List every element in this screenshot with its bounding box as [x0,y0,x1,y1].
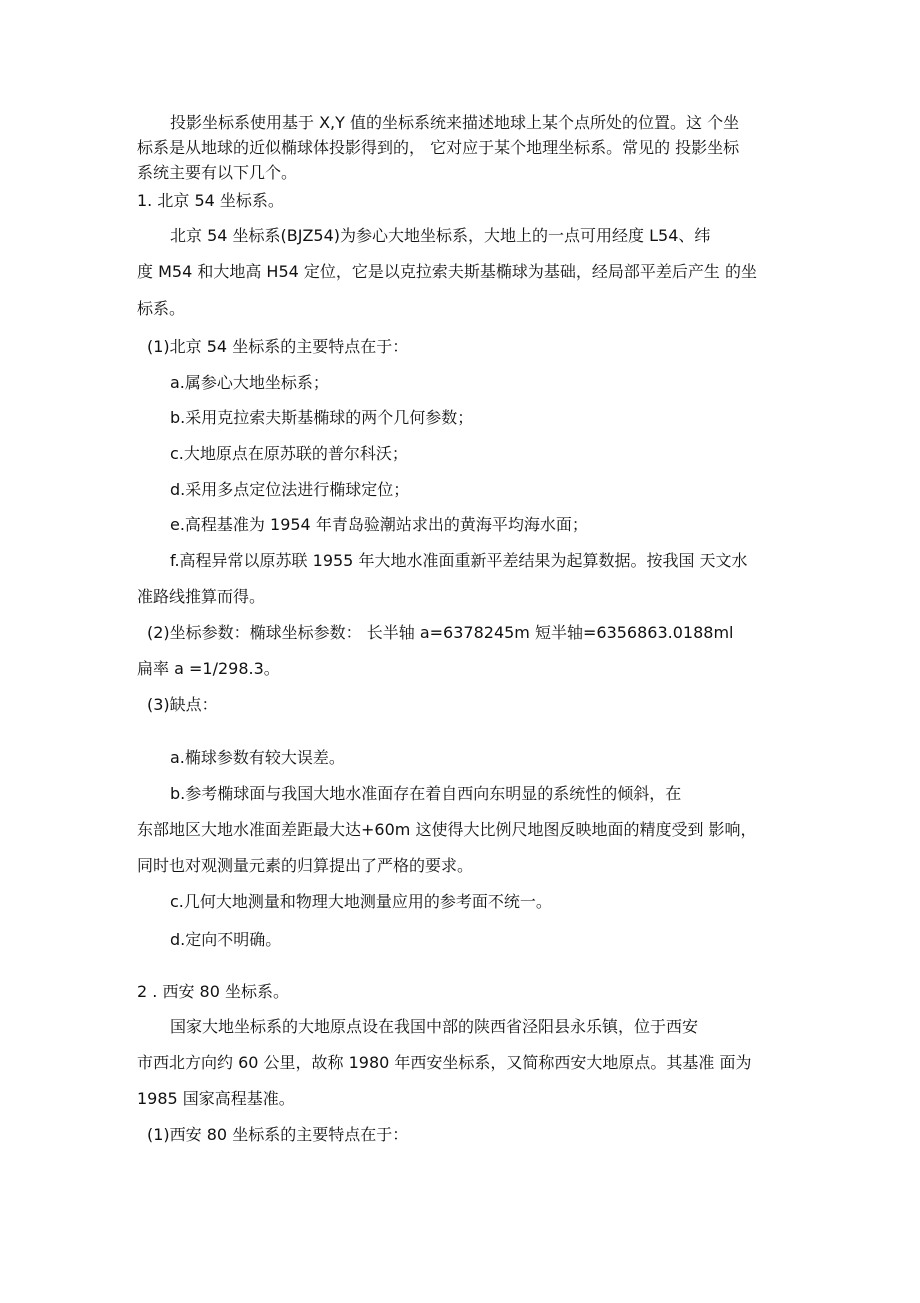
section-2-heading: 2 . 西安 80 坐标系。 [137,982,289,1001]
drawback-item-b-line-1: b.参考椭球面与我国大地水准面存在着自西向东明显的系统性的倾斜，在 [170,784,682,803]
drawback-item-d: d.定向不明确。 [170,930,282,949]
intro-line-3: 系统主要有以下几个。 [137,163,298,182]
section-1-heading: 1. 北京 54 坐标系。 [137,191,284,210]
drawback-item-b-line-2: 东部地区大地水准面差距最大达+60m 这使得大比例尺地图反映地面的精度受到 影响， [137,820,757,839]
intro-line-2: 标系是从地球的近似椭球体投影得到的， 它对应于某个地理坐标系。常见的 投影坐标 [137,138,740,157]
section-1-desc-line-2: 度 M54 和大地高 H54 定位，它是以克拉索夫斯基椭球为基础，经局部平差后产生 的坐 [137,262,757,281]
section-1-features-heading: (1)北京 54 坐标系的主要特点在于： [147,337,409,356]
section-1-desc-line-3: 标系。 [137,299,186,318]
drawback-item-c: c.几何大地测量和物理大地测量应用的参考面不统一。 [170,892,552,911]
feature-item-c: c.大地原点在原苏联的普尔科沃； [170,444,408,463]
section-2-desc-line-1: 国家大地坐标系的大地原点设在我国中部的陕西省泾阳县永乐镇，位于西安 [170,1017,699,1036]
drawback-item-a: a.椭球参数有较大误差。 [170,748,345,767]
feature-item-b: b.采用克拉索夫斯基椭球的两个几何参数； [170,408,474,427]
feature-item-f-line-1: f.高程异常以原苏联 1955 年大地水准面重新平差结果为起算数据。按我国 天文水 [170,551,748,570]
section-1-desc-line-1: 北京 54 坐标系(BJZ54)为参心大地坐标系，大地上的一点可用经度 L54、纬 [170,226,711,245]
section-2-features-heading: (1)西安 80 坐标系的主要特点在于： [147,1125,409,1144]
drawback-item-b-line-3: 同时也对观测量元素的归算提出了严格的要求。 [137,856,474,875]
section-2-desc-line-2: 市西北方向约 60 公里，故称 1980 年西安坐标系，又简称西安大地原点。其基准 面为 [137,1053,752,1072]
feature-item-f-line-2: 准路线推算而得。 [137,587,266,606]
feature-item-a: a.属参心大地坐标系； [170,373,329,392]
section-1-params-line-2: 扁率 a =1/298.3。 [137,659,280,678]
feature-item-e: e.高程基准为 1954 年青岛验潮站求出的黄海平均海水面； [170,515,588,534]
section-1-drawbacks-heading: (3)缺点： [147,695,218,714]
intro-line-1: 投影坐标系使用基于 X,Y 值的坐标系统来描述地球上某个点所处的位置。这 个坐 [170,113,740,132]
feature-item-d: d.采用多点定位法进行椭球定位； [170,480,410,499]
section-1-params-line-1: (2)坐标参数：椭球坐标参数： 长半轴 a=6378245m 短半轴=6356863.0188ml [147,623,734,642]
section-2-desc-line-3: 1985 国家高程基准。 [137,1089,295,1108]
